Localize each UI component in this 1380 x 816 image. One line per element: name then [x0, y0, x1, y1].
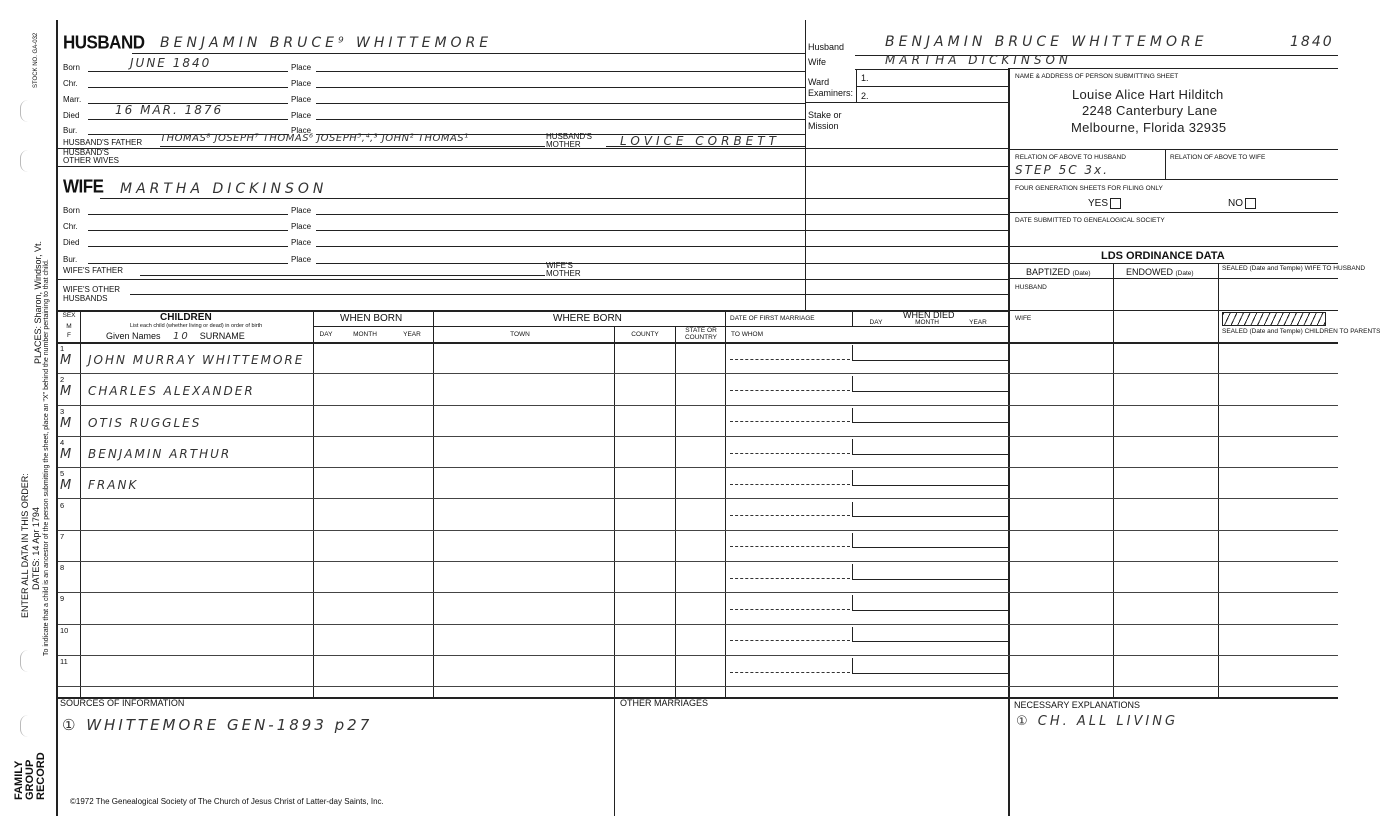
child-number: 5 [60, 469, 65, 479]
husband-label: HUSBAND [63, 32, 145, 53]
child-sex[interactable]: M [60, 353, 74, 368]
table-row[interactable] [58, 343, 1338, 374]
child-name[interactable]: JOHN MURRAY WHITTEMORE [88, 353, 305, 367]
form-title: FAMILY GROUP RECORD [13, 752, 47, 800]
husband-father[interactable]: THOMAS⁸ JOSEPH⁷ THOMAS⁶ JOSEPH⁵,⁴,³ JOHN² THOMAS¹ [160, 133, 469, 144]
sources-label: SOURCES OF INFORMATION [60, 698, 185, 708]
child-sex[interactable]: M [60, 384, 74, 400]
copyright: ©1972 The Genealogical Society of The Church of Jesus Christ of Latter-day Saints, Inc. [70, 797, 384, 806]
child-name[interactable]: FRANK [88, 478, 139, 493]
husband-died[interactable]: 16 MAR. 1876 [115, 103, 224, 117]
hatched-box [1222, 312, 1326, 326]
other-marriages-label: OTHER MARRIAGES [620, 698, 709, 708]
enter-all-instruction: ENTER ALL DATA IN THIS ORDER: [20, 473, 30, 618]
child-sex[interactable]: M [60, 446, 74, 462]
submitter-line-2[interactable]: 2248 Canterbury Lane [1082, 103, 1218, 118]
yes-checkbox[interactable] [1110, 198, 1121, 209]
no-option[interactable]: NO [1228, 198, 1256, 209]
child-number: 10 [60, 625, 69, 635]
child-number: 7 [60, 531, 65, 541]
child-number: 8 [60, 563, 65, 573]
child-number: 11 [60, 657, 68, 666]
table-row[interactable] [58, 656, 1338, 687]
sources-value[interactable]: ① WHITTEMORE GEN-1893 p27 [62, 716, 373, 734]
punch-hole [20, 150, 28, 172]
table-row[interactable] [58, 593, 1338, 624]
divider [805, 20, 806, 310]
lds-title: LDS ORDINANCE DATA [1101, 250, 1225, 262]
child-name[interactable]: CHARLES ALEXANDER [88, 384, 255, 399]
places-instruction: PLACES: Sharon, Windsor, Vt. [33, 240, 43, 364]
husband-other-wives-label: HUSBAND'S OTHER WIVES [63, 148, 120, 165]
child-number: 6 [60, 500, 65, 510]
yes-option[interactable]: YES [1088, 198, 1121, 209]
child-sex[interactable]: M [60, 415, 74, 431]
child-number: 9 [60, 594, 65, 604]
wife-other-husbands-label: WIFE'S OTHER HUSBANDS [63, 285, 121, 303]
table-row[interactable] [58, 562, 1338, 593]
punch-hole [20, 100, 28, 122]
punch-hole [20, 650, 28, 672]
punch-hole [20, 715, 28, 737]
child-number: 1 [60, 344, 65, 353]
child-sex[interactable]: M [60, 478, 74, 494]
stock-number: STOCK NO. GA-032 [33, 32, 39, 88]
child-number: 3 [60, 406, 65, 416]
child-name[interactable]: OTIS RUGGLES [88, 415, 202, 430]
husband-mother-label: HUSBAND'S MOTHER [546, 132, 592, 149]
table-row[interactable] [58, 531, 1338, 562]
explanations-label: NECESSARY EXPLANATIONS [1014, 700, 1141, 710]
child-number: 4 [60, 437, 65, 447]
submitter-label: NAME & ADDRESS OF PERSON SUBMITTING SHEET [1015, 73, 1179, 80]
no-checkbox[interactable] [1245, 198, 1256, 209]
wife-name[interactable]: MARTHA DICKINSON [120, 181, 328, 197]
husband-mother[interactable]: LOVICE CORBETT [620, 134, 780, 148]
child-name[interactable]: BENJAMIN ARTHUR [88, 446, 232, 461]
right-husband-year[interactable]: 1840 [1290, 34, 1334, 50]
wife-father-label: WIFE'S FATHER [63, 266, 124, 275]
dates-instruction: DATES: 14 Apr 1794 [31, 507, 41, 590]
table-row[interactable] [58, 468, 1338, 499]
wife-mother-label: WIFE'S MOTHER [546, 261, 581, 278]
table-row[interactable] [58, 406, 1338, 437]
submitter-line-1[interactable]: Louise Alice Hart Hilditch [1072, 87, 1224, 102]
right-husband-name[interactable]: BENJAMIN BRUCE WHITTEMORE [885, 34, 1208, 50]
husband-father-label: HUSBAND'S FATHER [63, 138, 143, 147]
table-row[interactable] [58, 500, 1338, 531]
relation-to-husband[interactable]: STEP 5C 3x. [1015, 163, 1109, 177]
table-row[interactable] [58, 625, 1338, 656]
table-row[interactable] [58, 374, 1338, 405]
explanations-value[interactable]: ① CH. ALL LIVING [1016, 714, 1179, 729]
submitter-line-3[interactable]: Melbourne, Florida 32935 [1071, 120, 1227, 135]
ancestor-instruction: To indicate that a child is an ancestor of the person submitting the sheet, place an "X" behind the number pertaining to that child. [43, 259, 50, 656]
husband-born[interactable]: JUNE 1840 [130, 56, 212, 70]
right-wife-name[interactable]: MARTHA DICKINSON [885, 53, 1072, 67]
husband-name[interactable]: BENJAMIN BRUCE⁹ WHITTEMORE [160, 35, 493, 51]
child-number: 2 [60, 375, 65, 385]
wife-label: WIFE [63, 176, 104, 197]
table-row[interactable] [58, 437, 1338, 468]
